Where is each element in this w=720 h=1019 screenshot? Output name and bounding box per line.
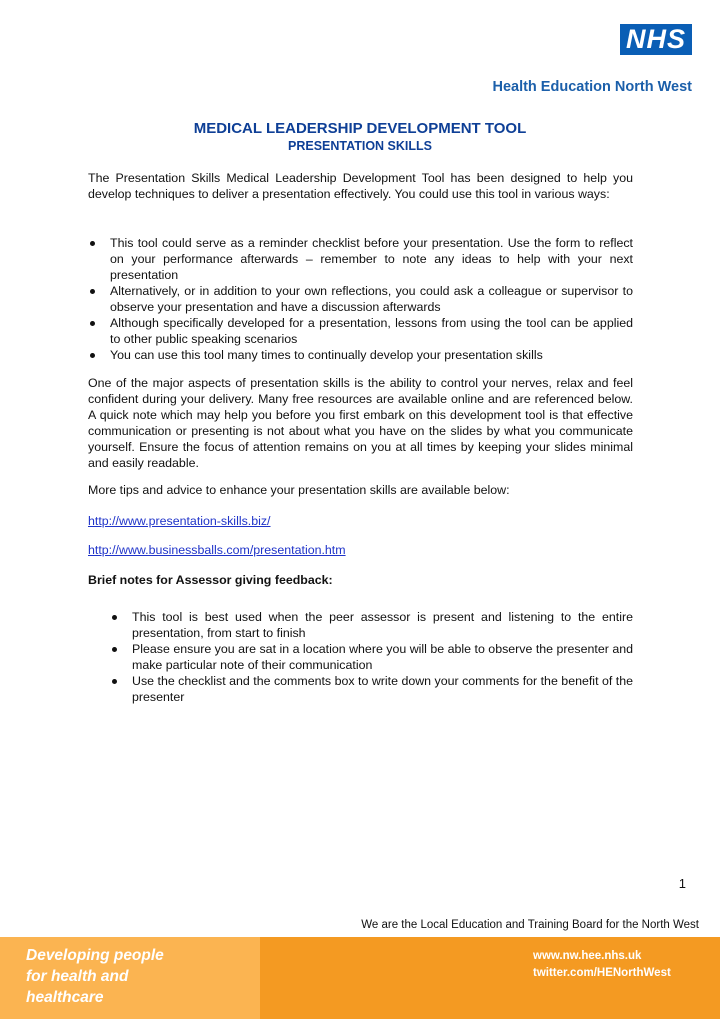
- list-item: Although specifically developed for a presentation, lessons from using the tool can be applied to other public speaking scenarios: [88, 315, 633, 347]
- presentation-skills-link[interactable]: http://www.presentation-skills.biz/: [88, 514, 271, 528]
- list-item: You can use this tool many times to continually develop your presentation skills: [88, 347, 633, 363]
- list-item: This tool is best used when the peer assessor is present and listening to the entire presentation, from start to finish: [88, 609, 633, 641]
- intro-paragraph: The Presentation Skills Medical Leadership Development Tool has been designed to help you develop techniques to deliver a presentation effectively. You could use this tool in various ways:: [88, 171, 633, 201]
- tagline-line: for health and: [26, 968, 129, 985]
- nerves-paragraph: One of the major aspects of presentation skills is the ability to control your nerves, relax and feel confident during your delivery. Many free resources are available online and are referenced below. A quick note which may help you before you first embark on this development tool is that effective communication or presenting is not about what you have on the slides by what you communicate yourself. Ensure the focus of attention remains on you at all times by keeping your slides minimal and easily readable.: [88, 376, 633, 470]
- list-item: This tool could serve as a reminder checklist before your presentation. Use the form to reflect on your performance afterwards – remember to note any ideas to help with your next presentation: [88, 235, 633, 283]
- list-item: Alternatively, or in addition to your own reflections, you could ask a colleague or supervisor to observe your presentation and have a discussion afterwards: [88, 283, 633, 315]
- tagline-line: healthcare: [26, 989, 104, 1006]
- more-tips-text: More tips and advice to enhance your presentation skills are available below:: [88, 483, 510, 497]
- assessor-heading: Brief notes for Assessor giving feedback:: [88, 573, 333, 587]
- tagline-line: Developing people: [26, 947, 164, 964]
- footer-twitter[interactable]: twitter.com/HENorthWest: [533, 967, 671, 979]
- page-number: 1: [678, 876, 686, 891]
- document-title: MEDICAL LEADERSHIP DEVELOPMENT TOOL: [193, 120, 527, 137]
- document-subtitle: PRESENTATION SKILLS: [288, 139, 432, 153]
- nhs-logo-text: NHS: [625, 24, 686, 54]
- footer-band: [0, 937, 720, 1019]
- list-item: Use the checklist and the comments box to write down your comments for the benefit of the presenter: [88, 673, 633, 705]
- businessballs-link[interactable]: http://www.businessballs.com/presentation.htm: [88, 543, 346, 557]
- assessor-bullet-list: [88, 609, 633, 705]
- usage-bullet-list: [88, 235, 633, 363]
- nhs-logo: [620, 24, 692, 55]
- org-name: Health Education North West: [492, 79, 692, 95]
- footer-website[interactable]: www.nw.hee.nhs.uk: [533, 950, 642, 962]
- footer-contact: [533, 948, 671, 982]
- footer-statement: We are the Local Education and Training Board for the North West: [361, 919, 699, 931]
- footer-tagline: [26, 945, 164, 1008]
- list-item: Please ensure you are sat in a location where you will be able to observe the presenter and make particular note of their communication: [88, 641, 633, 673]
